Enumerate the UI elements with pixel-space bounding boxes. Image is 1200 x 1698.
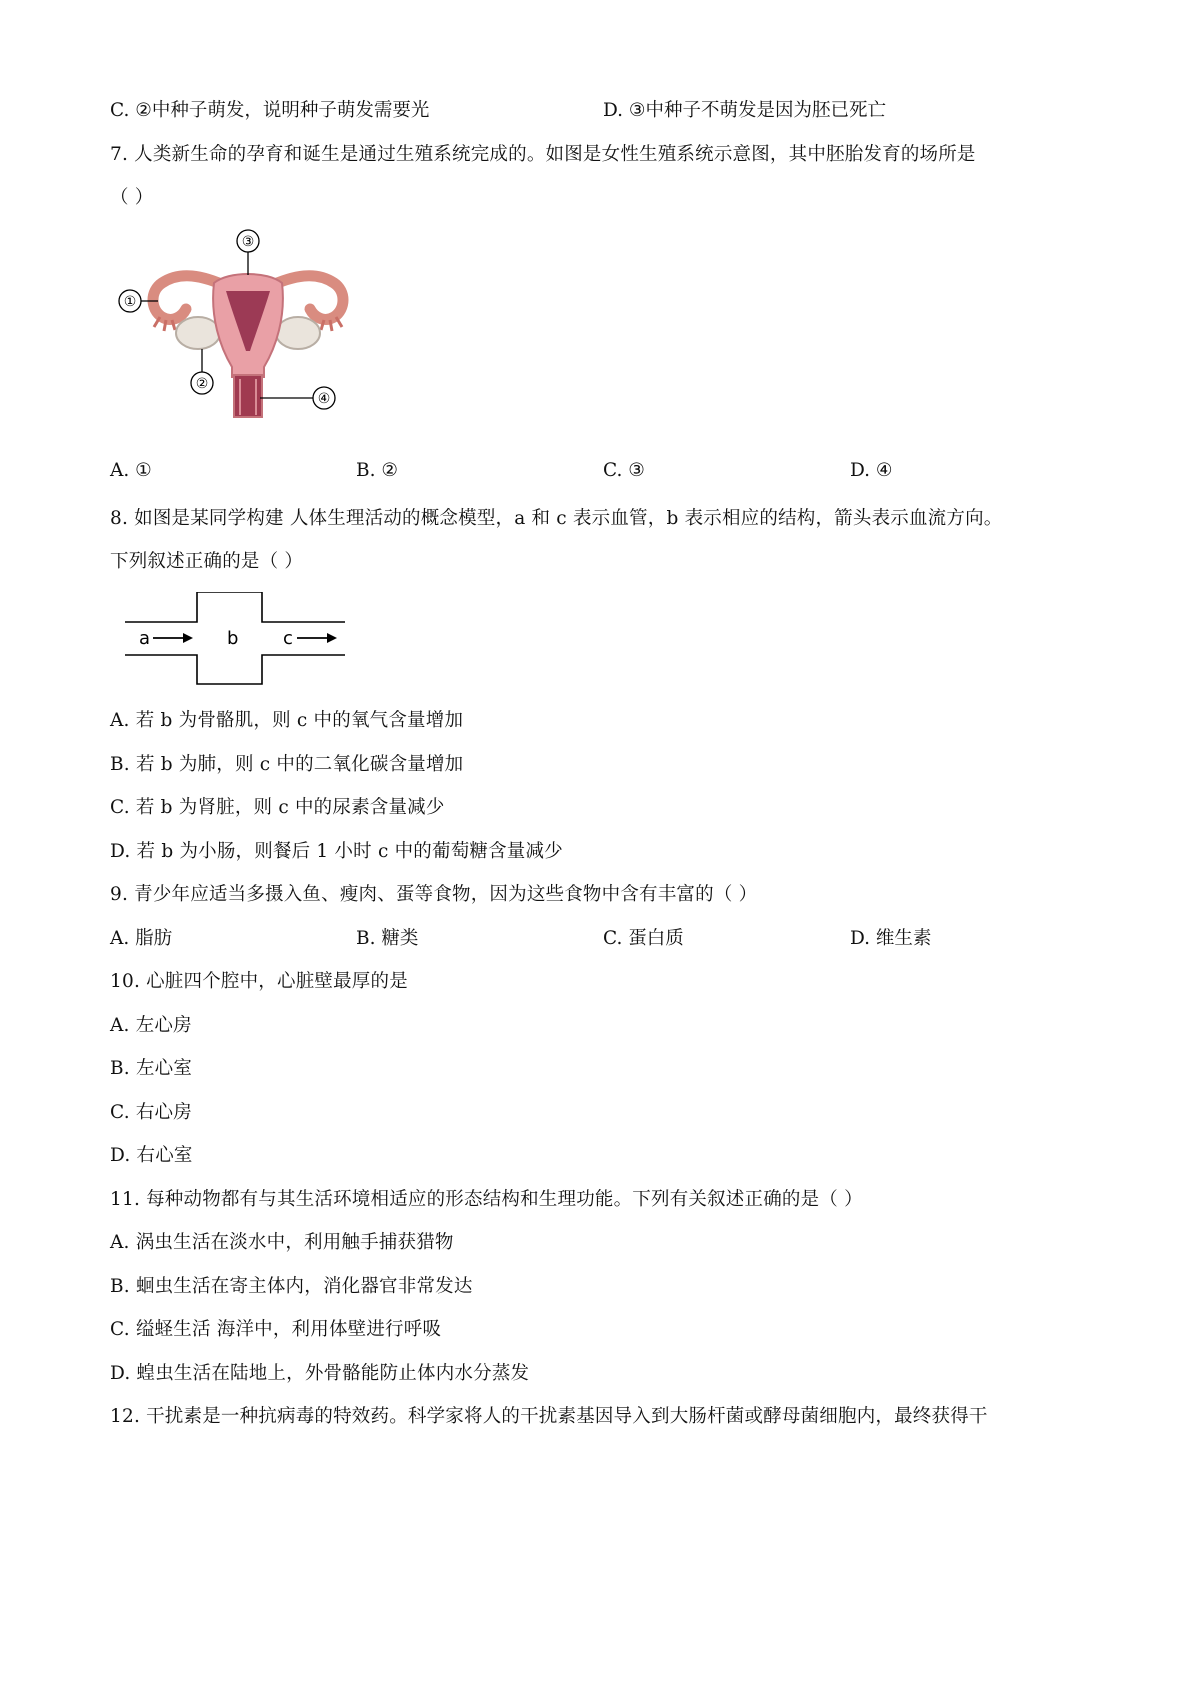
q6-option-c: C. ②中种子萌发，说明种子萌发需要光	[110, 100, 430, 121]
label-c: c	[283, 628, 293, 649]
q9-option-c: C. 蛋白质	[603, 928, 684, 949]
q10-option-c: C. 右心房	[110, 1102, 192, 1123]
q7-option-b: B. ②	[356, 460, 398, 481]
q9-stem: 9. 青少年应适当多摄入鱼、瘦肉、蛋等食物，因为这些食物中含有丰富的（ ）	[110, 884, 758, 905]
q7-stem-line1: 7. 人类新生命的孕育和诞生是通过生殖系统完成的。如图是女性生殖系统示意图，其中胚胎发育的场所是	[110, 144, 976, 165]
q11-option-a: A. 涡虫生活在淡水中，利用触手捕获猎物	[110, 1232, 454, 1253]
model-outline-top	[125, 592, 345, 622]
q7-option-d: D. ④	[850, 460, 893, 481]
q8-option-b: B. 若 b 为肺，则 c 中的二氧化碳含量增加	[110, 754, 464, 775]
label-2: ②	[195, 376, 209, 392]
q10-stem: 10. 心脏四个腔中，心脏壁最厚的是	[110, 971, 408, 992]
q12-stem-line1: 12. 干扰素是一种抗病毒的特效药。科学家将人的干扰素基因导入到大肠杆菌或酵母菌细胞内，最终获得干	[110, 1406, 988, 1427]
q10-option-d: D. 右心室	[110, 1145, 193, 1166]
q8-option-d: D. 若 b 为小肠，则餐后 1 小时 c 中的葡萄糖含量减少	[110, 841, 563, 862]
q11-option-d: D. 蝗虫生活在陆地上，外骨骼能防止体内水分蒸发	[110, 1363, 530, 1384]
arrow-icon	[183, 633, 193, 643]
q8-stem-line1: 8. 如图是某同学构建 人体生理活动的概念模型，a 和 c 表示血管，b 表示相应的结构，箭头表示血流方向。	[110, 508, 1003, 529]
q7-stem-line2: （ ）	[110, 187, 154, 208]
female-reproductive-system-diagram	[110, 225, 370, 425]
model-outline-bottom	[125, 655, 345, 684]
label-3: ③	[241, 234, 255, 250]
q8-option-c: C. 若 b 为肾脏，则 c 中的尿素含量减少	[110, 797, 445, 818]
q11-option-c: C. 缢蛏生活 海洋中，利用体壁进行呼吸	[110, 1319, 442, 1340]
vagina	[234, 375, 262, 417]
q7-option-a: A. ①	[110, 460, 152, 481]
q6-option-d: D. ③中种子不萌发是因为胚已死亡	[603, 100, 887, 121]
arrow-icon	[327, 633, 337, 643]
q9-option-b: B. 糖类	[356, 928, 419, 949]
label-4: ④	[317, 391, 331, 407]
q11-option-b: B. 蛔虫生活在寄主体内，消化器官非常发达	[110, 1276, 473, 1297]
label-1: ①	[123, 294, 137, 310]
ovary-left	[176, 317, 220, 349]
label-a: a	[139, 628, 151, 649]
label-b: b	[227, 628, 239, 649]
blood-flow-concept-model	[125, 592, 355, 692]
q7-option-c: C. ③	[603, 460, 645, 481]
q9-option-d: D. 维生素	[850, 928, 932, 949]
q8-stem-line2: 下列叙述正确的是（ ）	[110, 551, 304, 572]
ovary-right	[276, 317, 320, 349]
q10-option-b: B. 左心室	[110, 1058, 193, 1079]
q9-option-a: A. 脂肪	[110, 928, 173, 949]
q10-option-a: A. 左心房	[110, 1015, 192, 1036]
q8-option-a: A. 若 b 为骨骼肌，则 c 中的氧气含量增加	[110, 710, 464, 731]
q11-stem: 11. 每种动物都有与其生活环境相适应的形态结构和生理功能。下列有关叙述正确的是（ ）	[110, 1189, 863, 1210]
